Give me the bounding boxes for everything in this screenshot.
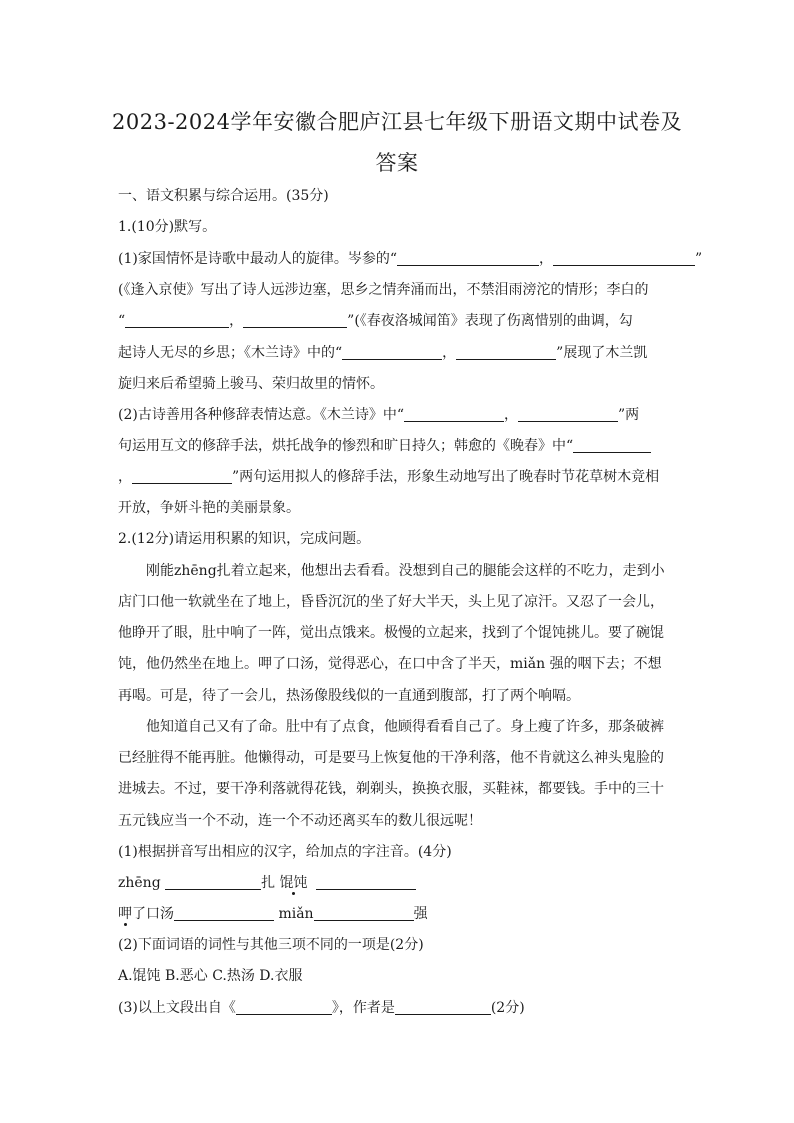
q1-line3: “ ， ”(《春夜洛城闻笛》表现了伤离惜别的曲调，勾 (118, 313, 633, 329)
blank-4[interactable] (243, 311, 347, 328)
blank-hundun[interactable] (316, 873, 416, 890)
q2-3-line: (3)以上文段出自《 》，作者是 (2分) (118, 1000, 525, 1016)
blank-xia[interactable] (174, 904, 274, 921)
passage-p1-line4: 饨，他仍然坐在地上。呷了口汤，觉得恶心，在口中含了半天，miǎn 强的咽下去；不想 (118, 656, 662, 672)
blank-1[interactable] (397, 249, 539, 266)
passage-p1-line3: 他睁开了眼，肚中响了一阵，觉出点饿来。极慢的立起来，找到了个馄饨挑儿。要了碗馄 (118, 625, 664, 641)
q2-1-heading: (1)根据拼音写出相应的汉字，给加点的字注音。(4分) (118, 844, 452, 860)
passage-p1-line2: 店门口他一软就坐在了地上，昏昏沉沉的坐了好大半天，头上见了凉汗。又忍了一会儿， (118, 594, 664, 610)
section1-heading: 一、语文积累与综合运用。(35分) (118, 188, 329, 204)
exam-title-line1: 2023-2024学年安徽合肥庐江县七年级下册语文期中试卷及 (112, 110, 682, 134)
q1-line1: (1)家国情怀是诗歌中最动人的旋律。岑参的“ ， ” (118, 251, 703, 267)
q1-line7: 句运用互文的修辞手法，烘托战争的惨烈和旷日持久；韩愈的《晚春》中“ (118, 436, 678, 456)
blank-2[interactable] (553, 249, 695, 266)
blank-8[interactable] (518, 405, 618, 422)
passage-p1-line1: 刚能zhēng扎着立起来，他想出去看看。没想到自己的腿能会这样的不吃力，走到小 (146, 563, 665, 579)
exam-title-line2: 答案 (375, 151, 419, 175)
blank-3[interactable] (125, 311, 229, 328)
blank-6[interactable] (456, 343, 556, 360)
blank-zheng[interactable] (165, 873, 261, 890)
blank-source[interactable] (236, 998, 332, 1015)
q2-1-row1: zhēng 扎 馄饨 (118, 873, 678, 893)
q2-1-row2: 呷了口汤 miǎn 强 (118, 906, 428, 922)
q1-line6: (2)古诗善用各种修辞表情达意。《木兰诗》中“ ， ”两 (118, 407, 640, 423)
passage-p2-line1: 他知道自己又有了命。肚中有了点食，他顾得看看自己了。身上瘦了许多，那条破裤 (146, 719, 664, 735)
passage-p2-line4: 五元钱应当一个不动，连一个不动还离买车的数儿很远呢！ (118, 813, 482, 829)
passage-p2-line2: 已经脏得不能再脏。他懒得动，可是要马上恢复他的干净利落，他不肯就这么神头鬼脸的 (118, 750, 664, 766)
q1-line2: (《逢入京使》写出了诗人远涉边塞，思乡之情奔涌而出，不禁泪雨滂沱的情形；李白的 (118, 282, 649, 298)
q1-heading: 1.(10分)默写。 (118, 219, 217, 235)
dotted-char-hundun: 馄饨 (279, 875, 308, 891)
passage-p2-line3: 进城去。不过，要干净利落就得花钱，剃剃头，换换衣服，买鞋袜，都要钱。手中的三十 (118, 781, 664, 797)
q1-line4: 起诗人无尽的乡思；《木兰诗》中的“ ， ”展现了木兰凯 (118, 345, 648, 361)
q2-heading: 2.(12分)请运用积累的知识，完成问题。 (118, 531, 371, 547)
q2-2-heading: (2)下面词语的词性与其他三项不同的一项是(2分) (118, 937, 424, 953)
q2-2-options: A.馄饨 B.恶心 C.热汤 D.衣服 (118, 968, 303, 984)
blank-5[interactable] (342, 343, 442, 360)
dotted-char-xia: 呷 (118, 906, 132, 922)
q1-line9: 开放，争妍斗艳的美丽景象。 (118, 500, 300, 516)
q1-line5: 旋归来后希望骑上骏马、荣归故里的情怀。 (118, 376, 384, 392)
passage-p1-line5: 再喝。可是，待了一会儿，热汤像股线似的一直通到腹部，打了两个响嗝。 (118, 688, 580, 704)
blank-7[interactable] (404, 405, 504, 422)
blank-author[interactable] (395, 998, 491, 1015)
blank-mian[interactable] (314, 904, 414, 921)
q1-line8: ， ”两句运用拟人的修辞手法，形象生动地写出了晚春时节花草树木竞相 (118, 469, 660, 485)
blank-10[interactable] (132, 467, 232, 484)
blank-9[interactable] (573, 436, 651, 453)
